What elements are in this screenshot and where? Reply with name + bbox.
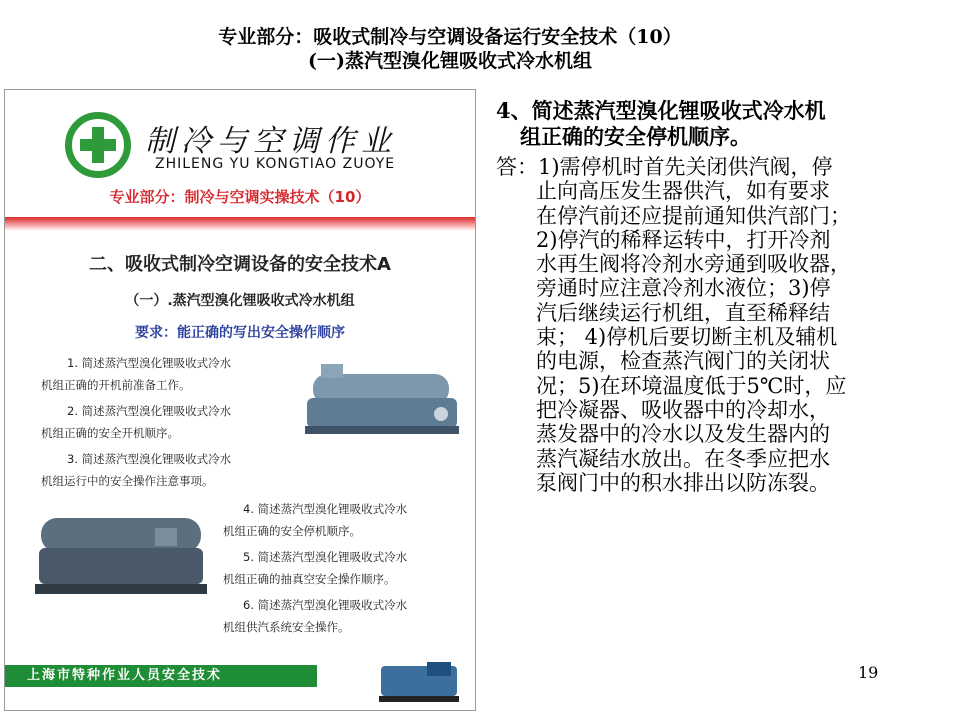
answer-line: 在停汽前还应提前通知供汽部门； [536,203,851,228]
footer-band: 上海市特种作业人员安全技术 [5,665,317,687]
answer-line: 把冷凝器、吸收器中的冷却水， [536,397,830,422]
logo-text: 制冷与空调作业 [145,124,397,159]
answer-line: 2)停汽的稀释运转中，打开冷剂 [536,227,831,252]
slide-title: 专业部分：吸收式制冷与空调设备运行安全技术（10） [218,26,682,48]
red-divider [5,217,475,231]
cover-item-5: 5. 简述蒸汽型溴化锂吸收式冷水 机组正确的抽真空安全操作顺序。 [223,550,408,586]
cover-item-3: 3. 简述蒸汽型溴化锂吸收式冷水 机组运行中的安全操作注意事项。 [41,452,232,488]
answer-line: 水再生阀将冷剂水旁通到吸收器， [536,252,851,277]
cover-requirement: 要求：能正确的写出安全操作顺序 [135,325,345,341]
cover-item-1: 1. 简述蒸汽型溴化锂吸收式冷水 机组正确的开机前准备工作。 [41,356,232,392]
cover-item-2: 2. 简述蒸汽型溴化锂吸收式冷水 机组正确的安全开机顺序。 [41,404,232,440]
answer-line: 答：1)需停机时首先关闭供汽阀，停 [496,155,833,179]
answer-line: 况；5)在环境温度低于5℃时，应 [536,373,847,398]
answer-line: 束； 4)停机后要切断主机及辅机 [536,325,838,350]
answer-line: 汽后继续运行机组，直至稀释结 [536,300,830,325]
answer-text [496,155,928,495]
chiller-machine-image [301,360,461,438]
answer-line: 旁通时应注意冷剂水液位；3)停 [536,276,831,301]
question-title: 4、简述蒸汽型溴化锂吸收式冷水机 组正确的安全停机顺序。 [496,98,826,149]
cover-image [4,89,476,711]
cover-sub-section: （一）.蒸汽型溴化锂吸收式冷水机组 [125,293,355,309]
logo-icon [65,112,131,178]
small-chiller-image [377,660,461,706]
answer-line: 泵阀门中的积水排出以防冻裂。 [536,470,830,495]
answer-line: 蒸发器中的冷水以及发生器内的 [536,422,830,447]
answer-line: 的电源，检查蒸汽阀门的关闭状 [536,349,830,374]
absorption-chiller-image [35,510,207,600]
cover-item-4: 4. 简述蒸汽型溴化锂吸收式冷水 机组正确的安全停机顺序。 [223,502,408,538]
answer-line: 止向高压发生器供汽，如有要求 [536,179,830,204]
cover-section-title: 二、吸收式制冷空调设备的安全技术A [89,254,391,275]
cover-item-6: 6. 简述蒸汽型溴化锂吸收式冷水 机组供汽系统安全操作。 [223,598,408,634]
page-number: 19 [858,663,879,682]
logo-pinyin: ZHILENG YU KONGTIAO ZUOYE [155,156,396,172]
slide-subtitle: (一)蒸汽型溴化锂吸收式冷水机组 [308,50,592,72]
cover-red-subtitle: 专业部分：制冷与空调实操技术（10） [109,188,371,206]
answer-line: 蒸汽凝结水放出。在冬季应把水 [536,446,830,471]
